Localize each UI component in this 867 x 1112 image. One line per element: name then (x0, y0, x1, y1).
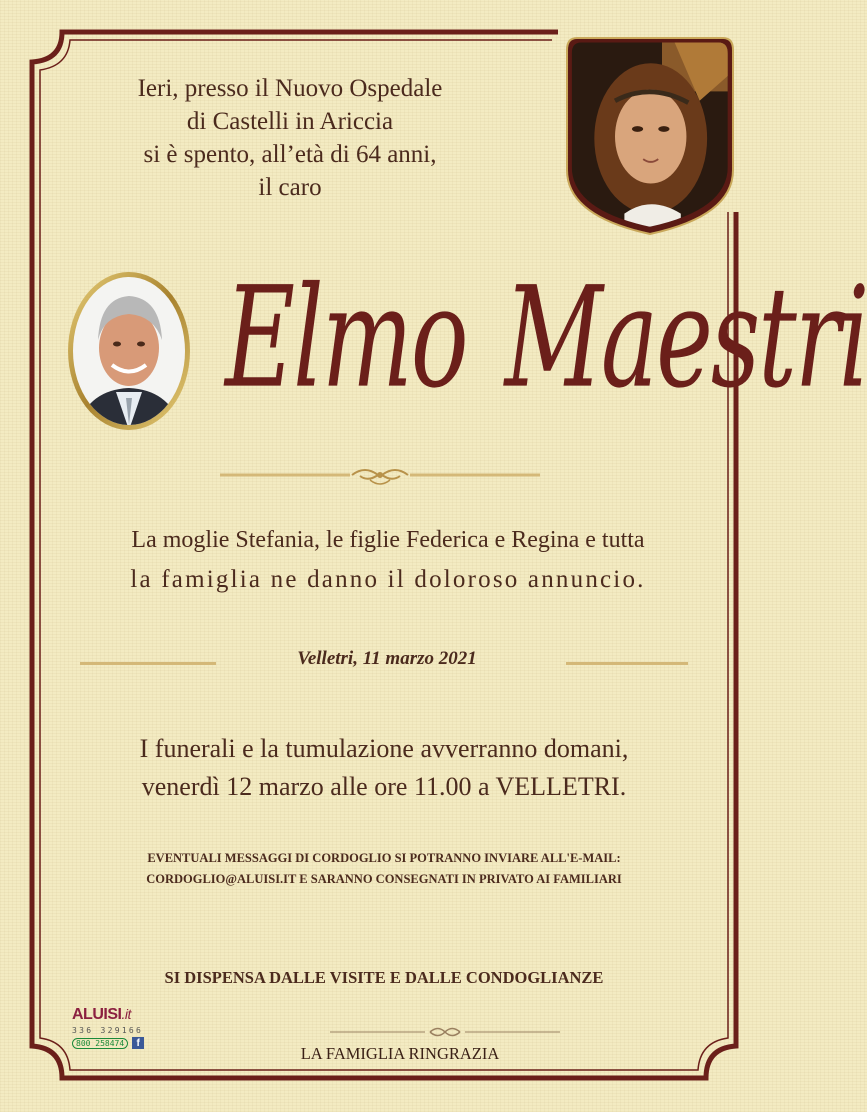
date-rule-right (566, 662, 688, 665)
announcement-text (80, 520, 696, 600)
intro-line: di Castelli in Ariccia (186, 108, 394, 135)
toll-free-number: 800 258474 (72, 1038, 128, 1049)
logo-phone: 336 329166 (72, 1026, 144, 1035)
funeral-home-logo (72, 1006, 172, 1049)
funeral-info (60, 730, 708, 806)
condolence-messages-note (60, 848, 708, 890)
date-rule-left (80, 662, 216, 665)
facebook-icon[interactable]: f (132, 1037, 144, 1049)
intro-line: si è spento, all’età di 64 anni, (143, 141, 437, 168)
family-thanks: LA FAMIGLIA RINGRAZIA (300, 1044, 500, 1063)
religious-image (563, 30, 737, 238)
date-place: Velletri, 11 marzo 2021 (297, 648, 477, 669)
intro-line: il caro (258, 174, 322, 201)
thanks-divider-ornament (330, 1023, 560, 1041)
announcement-line: La moglie Stefania, le figlie Federica e Regina e tutta (131, 527, 645, 553)
messages-line: EVENTUALI MESSAGGI DI CORDOGLIO SI POTRANNO INVIARE ALL'E-MAIL: (147, 851, 621, 865)
announcement-line: la famiglia ne danno il doloroso annuncio. (130, 566, 646, 593)
first-name: Elmo (225, 256, 467, 419)
intro-text (60, 72, 520, 204)
intro-line: Ieri, presso il Nuovo Ospedale (137, 75, 443, 102)
last-name: Maestri (504, 256, 867, 419)
funeral-line: I funerali e la tumulazione avverranno domani, (139, 734, 629, 763)
deceased-portrait (66, 270, 192, 432)
messages-line: CORDOGLIO@ALUISI.IT E SARANNO CONSEGNATI IN PRIVATO AI FAMILIARI (146, 872, 622, 886)
logo-brand: ALUISI.it (72, 1006, 131, 1023)
visits-dispensation-note: SI DISPENSA DALLE VISITE E DALLE CONDOGLIANZE (164, 968, 604, 987)
divider-ornament (220, 462, 540, 490)
funeral-line: venerdì 12 marzo alle ore 11.00 a VELLETRI. (141, 772, 627, 801)
